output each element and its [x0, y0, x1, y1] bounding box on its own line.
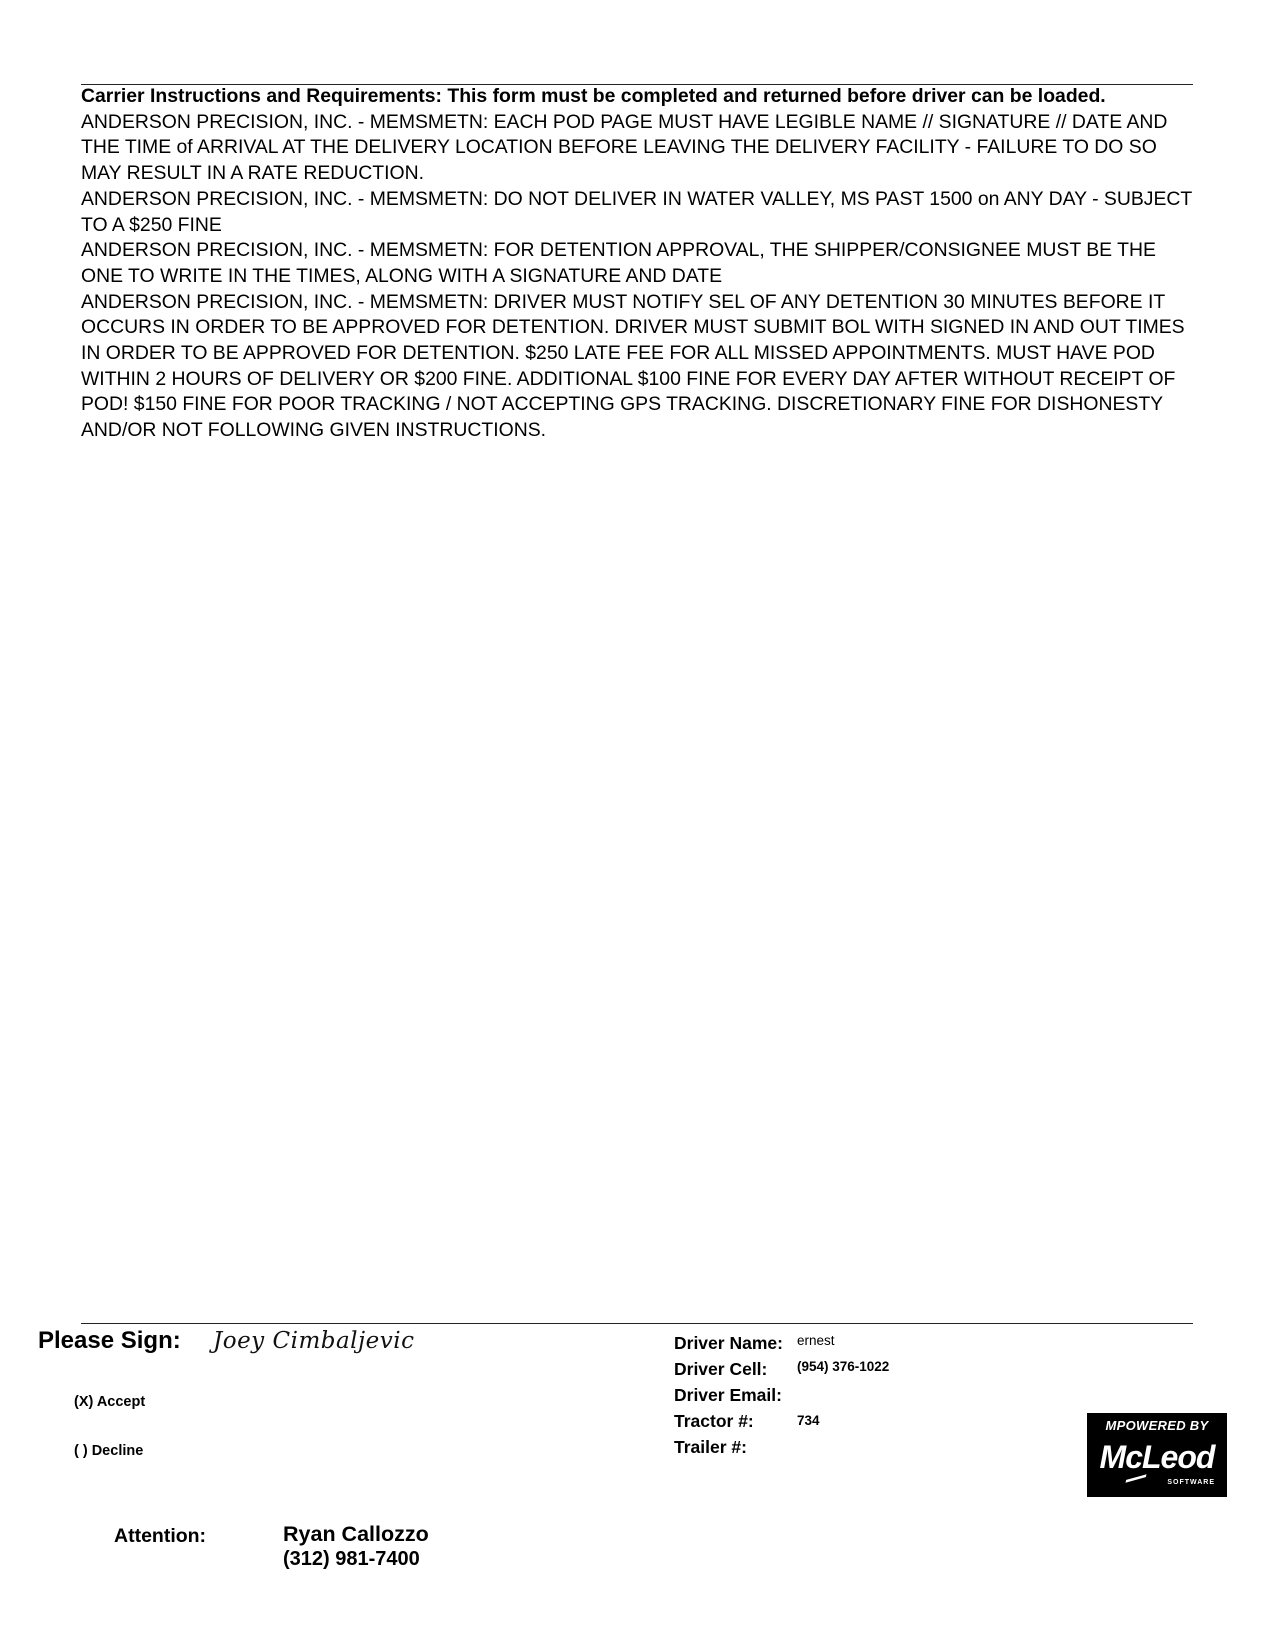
driver-name-label: Driver Name: [674, 1333, 783, 1353]
mcleod-logo [1087, 1413, 1227, 1497]
instruction-paragraph: ANDERSON PRECISION, INC. - MEMSMETN: FOR DETENTION APPROVAL, THE SHIPPER/CONSIGNEE MUST BE THE ONE TO WRITE IN THE TIMES, ALONG WITH A SIGNATURE AND DATE [81, 239, 1156, 287]
attention-phone: (312) 981-7400 [283, 1548, 420, 1570]
carrier-instructions [81, 84, 1193, 444]
instruction-paragraph: ANDERSON PRECISION, INC. - MEMSMETN: DRIVER MUST NOTIFY SEL OF ANY DETENTION 30 MINUTES BEFORE IT OCCURS IN ORDER TO BE APPROVED FOR DETENTION. DRIVER MUST SUBMIT BOL WITH SIGNED IN AND OUT TIMES IN ORDER TO BE APPROVED FOR DETENTION. $250 LATE FEE FOR ALL MISSED APPOINTMENTS. MUST HAVE POD WITHIN 2 HOURS OF DELIVERY OR $200 FINE. ADDITIONAL $100 FINE FOR EVERY DAY AFTER WITHOUT RECEIPT OF POD! $150 FINE FOR POOR TRACKING / NOT ACCEPTING GPS TRACKING. DISCRETIONARY FINE FOR DISHONESTY AND/OR NOT FOLLOWING GIVEN INSTRUCTIONS. [81, 290, 1185, 442]
tractor-value: 734 [797, 1413, 820, 1428]
bottom-divider [81, 1323, 1193, 1324]
accept-option[interactable]: (X) Accept [74, 1394, 146, 1410]
tractor-label: Tractor #: [674, 1411, 754, 1431]
please-sign-label: Please Sign: [38, 1327, 181, 1354]
instructions-heading: Carrier Instructions and Requirements: This form must be completed and returned before driver can be loaded. [81, 85, 1106, 107]
attention-name: Ryan Callozzo [283, 1522, 429, 1546]
logo-brand: McLeod [1099, 1439, 1215, 1475]
decline-option[interactable]: ( ) Decline [74, 1443, 144, 1459]
instruction-paragraph: ANDERSON PRECISION, INC. - MEMSMETN: DO NOT DELIVER IN WATER VALLEY, MS PAST 1500 on ANY DAY - SUBJECT TO A $250 FINE [81, 187, 1192, 236]
logo-software: SOFTWARE [1167, 1479, 1215, 1486]
instruction-paragraph: ANDERSON PRECISION, INC. - MEMSMETN: EACH POD PAGE MUST HAVE LEGIBLE NAME // SIGNATURE // DATE AND THE TIME of ARRIVAL AT THE DELIVERY LOCATION BEFORE LEAVING THE DELIVERY FACILITY - FAILURE TO DO SO MAY RESULT IN A RATE REDUCTION. [81, 110, 1168, 185]
driver-cell-value: (954) 376-1022 [797, 1359, 890, 1374]
trailer-label: Trailer #: [674, 1437, 747, 1457]
attention-label: Attention: [114, 1525, 207, 1547]
signature-field[interactable]: Joey Cimbaljevic [213, 1328, 415, 1354]
driver-email-label: Driver Email: [674, 1385, 782, 1405]
driver-name-value: ernest [797, 1333, 835, 1348]
driver-cell-label: Driver Cell: [674, 1359, 768, 1379]
logo-powered-by: MPOWERED BY [1105, 1418, 1209, 1433]
